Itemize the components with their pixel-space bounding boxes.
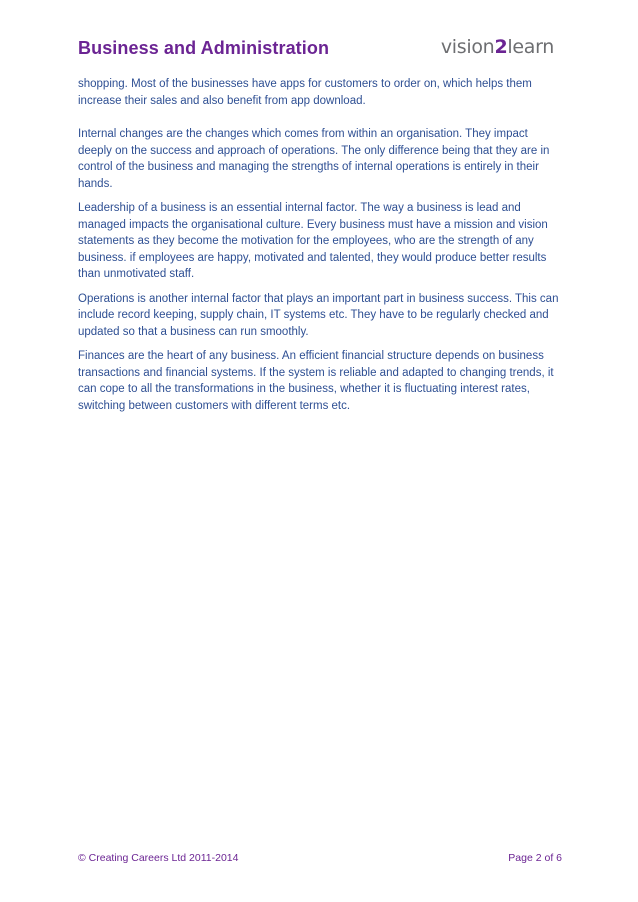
logo-prefix: vision: [440, 36, 495, 58]
logo-digit: 2: [494, 36, 508, 58]
logo-suffix: learn: [507, 36, 554, 58]
paragraph-shopping: shopping. Most of the businesses have apps for customers to order on, which helps them increase their sales and also benefit from app download.: [78, 78, 532, 107]
page-header: [78, 36, 558, 64]
document-body: [78, 76, 564, 422]
paragraph-leadership: Leadership of a business is an essential internal factor. The way a business is lead and managed impacts the organisational culture. Every business must have a mission and vision statements as they become the motivation for the employees, who are the strength of any business. if employees are happy, motivated and talented, they would produce better results than unmotivated staff.: [78, 202, 548, 280]
vision2learn-logo: [441, 36, 554, 58]
page-number: Page 2 of 6: [508, 852, 562, 864]
copyright-notice: © Creating Careers Ltd 2011-2014: [78, 852, 239, 864]
paragraph-internal-changes: Internal changes are the changes which comes from within an organisation. They impact deeply on the success and approach of operations. The only difference being that they are in control of the business and managing the strengths of internal operations is entirely in their hands.: [78, 128, 550, 190]
document-title: Business and Administration: [78, 38, 330, 58]
paragraph-finances: Finances are the heart of any business. An efficient financial structure depends on business transactions and financial systems. If the system is reliable and adapted to changing trends, it can cope to all the transformations in the business, whether it is fluctuating interest rates, switching between customers with different terms etc.: [78, 350, 554, 412]
paragraph-operations: Operations is another internal factor that plays an important part in business success. This can include record keeping, supply chain, IT systems etc. They have to be regularly checked and updated so that a business can run smoothly.: [78, 292, 559, 338]
page-footer: [78, 852, 562, 866]
